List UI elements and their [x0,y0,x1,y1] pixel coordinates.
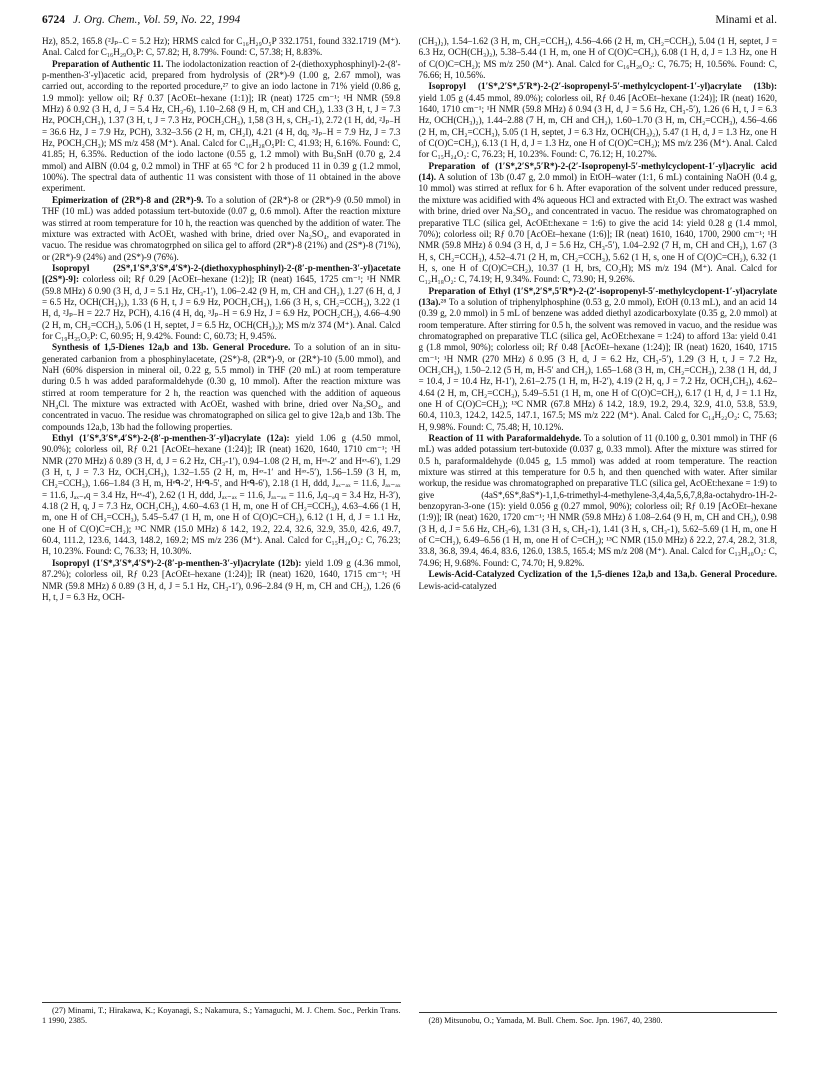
paragraph-text: To a solution of an in situ-generated carbanion from a phosphinylacetate, (2S*)-8, (2R*)-9, or (2R*)-10 (5.00 mmol), and NaH (60% dispersion in mineral oil, 0.22 g, 5.5 mmol) in THF (20 mL) at room temperature during 0.5 h was added paraformaldehyde (0.30 g, 10 mmol). After the reaction mixture was stirred at room temperature for 2 h, the reaction was quenched with the addition of aqueous NH₄Cl. The mixture was extracted with AcOEt, washed with brine, dried over Na₂SO₄, and concentrated in vacuo. The residue was chromatographed on silica gel to give 12a,b and 13b. The compounds 12a,b, 13b had the following properties. [42,342,401,432]
section-heading: Reaction of 11 with Paraformaldehyde. [428,433,582,444]
compound-heading: Isopropyl (1′S*,2′S*,5′R*)-2-(2′-isopropenyl-5′-methylcyclopent-1′-yl)acrylate (13b): [428,81,777,92]
paragraph [42,59,401,195]
paragraph-text: yield 1.06 g (4.50 mmol, 90.0%); colorless oil, Rƒ 0.21 [AcOEt–hexane (1:24)]; IR (neat) 1620, 1640, 1710 cm⁻¹; ¹H NMR (270 MHz) δ 0.89 (3 H, d, J = 6.2 Hz, CH₃-1′), 0.94–1.08 (2 H, m, Hᵃˣ-2′ and Hᵃˣ-6′), 1.29 (3 H, t, J = 7.3 Hz, OCH₂CH₃), 1.32–1.55 (2 H, m, Hᵃˣ-1′ and Hᵃˣ-5′), 1.56–1.59 (3 H, m, CH₂=CCH₃), 1.66–1.84 (3 H, m, Hᵉᑫ-2′, Hᵉᑫ-5′, and Hᵉᑫ-6′), 2.18 (1 H, ddd, Jₐₓ₋ₐₓ = 11.6, Jₐₓ₋ₐₓ = 11.6, Jₐₓ₋ₑq = 3.4 Hz, Hᵃˣ-4′), 2.62 (1 H, ddd, Jₐₓ₋ₐₓ = 11.6, Jₐₓ₋ₐₓ = 11.6, Jₑq₋ₑq = 3.4 Hz, H-3′), 4.18 (2 H, q, J = 7.3 Hz, OCH₂CH₃), 4.60–4.63 (1 H, m, one H of CH₂=CCH₃), 4.63–4.66 (1 H, m, one H of CH₂=CCH₃), 5.45–5.47 (1 H, m, one H of C(O)C=CH₂), 6.12 (1 H, d, J = 1.1 Hz, one H of C(O)C=CH₂); ¹³C NMR (15.0 MHz) δ 14.2, 19.2, 22.4, 32.6, 32.9, 35.0, 42.6, 49.7, 60.4, 111.2, 123.6, 144.3, 148.2, 169.2; MS m/z 236 (M⁺). Anal. Calcd for C₁₅H₂₄O₂: C, 76.23; H, 10.23%. Found: C, 76.33; H, 10.30%. [42,433,401,557]
running-head [42,14,777,34]
paragraph-text: A solution of 13b (0.47 g, 2.0 mmol) in EtOH–water (1:1, 6 mL) containing NaOH (0.4 g, 10 mmol) was stirred at reflux for 6 h. After evaporation of the solvent under reduced pressure, the mixture was acidified with 4% aqueous HCl and extracted with Et₂O. The extract was washed with brine, dried over Na₂SO₄, and concentrated in vacuo. The residue was chromatographed on preparative TLC (silica gel, AcOEt:hexane = 1:6) to give the acid 14: yield 0.28 g (1.4 mmol, 70%); colorless oil; Rƒ 0.70 [AcOEt–hexane (1:6)]; IR (neat) 1610, 1640, 1700, 2900 cm⁻¹; ¹H NMR (59.8 MHz) δ 0.94 (3 H, d, J = 5.6 Hz, CH₃-5′), 1.04–2.92 (7 H, m, CH and CH₂), 1.67 (3 H, s, CH₂=CCH₃), 4.52–4.71 (2 H, m, CH₂=CCH₃), 5.62 (1 H, s, one H of C(O)C=CH₂), 6.32 (1 H, s, one H of C(O)C=CH₂), 10.37 (1 H, brs, CO₂H); MS m/z 194 (M⁺). Anal. Calcd for C₁₂H₁₈O₂: C, 74.19; H, 9.34%. Found: C, 73.90; H, 9.26%. [418,172,777,285]
paragraph-text: To a solution of 11 (0.100 g, 0.301 mmol) in THF (6 mL) was added potassium tert-butoxide (0.037 g, 0.33 mmol). After the mixture was stirred for 0.5 h, paraformaldehyde (0.045 g, 1.5 mmol) was added at room temperature. The reaction mixture was stirred at this temperature for 0.5 h, and then quenched with water. After similar workup, the residue was chromatographed on preparative TLC (silica gel, AcOEt:hexane = 1:9) to give (4aS*,6S*,8aS*)-1,1,6-trimethyl-4-methylene-3,4,4a,5,6,7,8,8a-octahydro-1H-2-benzopyran-3-one (15): yield 0.056 g (0.27 mmol, 90%); colorless oil; Rƒ 0.19 [AcOEt–hexane (1:9)]; IR (neat) 1620, 1720 cm⁻¹; ¹H NMR (59.8 MHz) δ 1.08–2.64 (9 H, m, CH and CH₂), 0.98 (3 H, d, J = 5.6 Hz, CH₃-6), 1.31 (3 H, s, CH₃-1), 1.41 (3 H, s, CH₃-1), 5.62–5.69 (1 H, m, one H of C=CH₂), 6.49–6.56 (1 H, m, one H of C=CH₂); ¹³C NMR (15.0 MHz) δ 22.2, 27.4, 28.2, 31.8, 33.8, 36.8, 39.4, 46.4, 83.6, 126.0, 138.5, 165.4; MS m/z 208 (M⁺). Anal. Calcd for C₁₃H₂₀O₂: C, 74.96; H, 9.68%. Found: C, 74.70; H, 9.82%. [418,433,777,568]
paragraph-text: ²⁸ To a solution of triphenylphosphine (0.53 g, 2.0 mmol), EtOH (0.13 mL), and an acid 14 (0.39 g, 2.0 mmol) in 5 mL of benzene was added diethyl azodicarboxylate (0.35 g, 2.0 mmol) at room temperature. After stirring for 0.5 h, the solvent was removed in vacuo, and the residue was chromatographed on preparative TLC (silica gel, AcOEt:hexane = 1:24) to afford 13a: yield 0.41 g (1.8 mmol, 90%); colorless oil; Rƒ 0.48 [AcOEt–hexane (1:24)]; IR (neat) 1620, 1640, 1715 cm⁻¹; ¹H NMR (270 MHz) δ 0.95 (3 H, d, J = 6.2 Hz, CH₃-5′), 1.29 (3 H, t, J = 7.2 Hz, OCH₂CH₃), 1.50–2.12 (5 H, m, H-5′ and CH₂), 1.65–1.68 (3 H, m, CH₂=CCH₃), 2.38 (1 H, dd, J = 10.4, J = 10.4 Hz, H-1′), 2.61–2.75 (1 H, m, H-2′), 4.19 (2 H, q, J = 7.2 Hz, OCH₂CH₃), 4.62–4.64 (2 H, m, CH₂=CCH₃), 5.49–5.51 (1 H, m, one H of C(O)C=CH₂), 6.17 (1 H, d, J = 1.1 Hz, one H of C(O)C=CH₂); ¹³C NMR (67.8 MHz) δ 14.2, 18.9, 19.2, 29.4, 32.9, 41.0, 53.8, 53.9, 60.4, 110.3, 124.2, 142.5, 147.1, 167.5; MS m/z 222 (M⁺). Anal. Calcd for C₁₄H₂₂O₂: C, 75.63; H, 9.98%. Found: C, 75.48; H, 10.12%. [418,296,777,432]
paragraph: (CH₃)₂), 1.54–1.62 (3 H, m, CH₂=CCH₃), 4.56–4.66 (2 H, m, CH₂=CCH₃), 5.04 (1 H, septet, J = 6.3 Hz, OCH(CH₃)₂), 5.38–5.44 (1 H, m, one H of C(O)C=CH₂), 6.08 (1 H, d, J = 1.3 Hz, one H of C(O)C=CH₂); MS m/z 250 (M⁺). Anal. Calcd for C₁₆H₂₆O₂: C, 76.75; H, 10.56%. Found: C, 76.66; H, 10.56%. [418,36,777,81]
section-heading: Preparation of Ethyl (1′S*,2′S*,5′R*)-2-(2′-isopropenyl-5′-methylcyclopent-1′-yl)acrylate (13a). [418,285,777,307]
section-heading: Synthesis of 1,5-Dienes 12a,b and 13b. General Procedure. [52,342,291,353]
paragraph [419,433,778,569]
left-column [42,36,401,1026]
paragraph-text: Lewis-acid-catalyzed [418,580,497,591]
paragraph [419,81,778,160]
paragraph [42,342,401,433]
footnote: (27) Minami, T.; Hirakawa, K.; Koyanagi, S.; Nakamura, S.; Yamaguchi, M. J. Chem. Soc., Perkin Trans. 1 1990, 2385. [42,1006,401,1025]
footnote-rule [42,1002,401,1003]
paragraph [42,263,401,342]
footnotes [42,1002,401,1026]
paragraph-text: The iodolactonization reaction of 2-(diethoxyphosphinyl)-2-(8′-p-menthen-3′-yl)acetic acid, prepared from hydrolysis of (2R*)-9 (1.00 g, 2.67 mmol), was carried out, according to the reported procedure,²⁷ to give an iodo lactone in 71% yield (0.86 g, 1.9 mmol): yellow oil; Rƒ 0.37 [AcOEt–hexane (1:1)]; IR (neat) 1725 cm⁻¹; ¹H NMR (59.8 MHz) δ 0.92 (3 H, d, J = 5.4 Hz, CH₃-6), 1.10–2.68 (9 H, m, CH and CH₂), 1.33 (3 H, t, J = 7.3 Hz, POCH₂CH₃), 1.37 (3 H, t, J = 7.3 Hz, POCH₂CH₃), 1,58 (3 H, s, CH₃-1), 2.72 (1 H, dd, ²Jₚ₋H = 36.6 Hz, J = 7.9 Hz, PCH), 3.32–3.56 (2 H, m, CH₂I), 4.21 (4 H, dq, ³Jₚ₋H = 7.9 Hz, J = 7.3 Hz, POCH₂CH₃); MS m/z 458 (M⁺). Anal. Calcd for C₁₆H₂₈O₅PI: C, 41.93; H, 6.16%. Found: C, 41.85; H, 6.35%. Reduction of the iodo lactone (0.55 g, 1.2 mmol) with Bu₃SnH (0.70 g, 2.4 mmol) and AIBN (0.04 g, 0.2 mmol) in THF at 65 °C for 2 h produced 11 in 0.39 g (1.2 mmol, 100%). The spectral data of authentic 11 was consistent with those of 11 obtained in the above experiment. [42,58,401,194]
page-number: 6724 [42,14,65,26]
paragraph [419,161,778,286]
paragraph [42,558,401,603]
two-column-body [42,36,777,1026]
paragraph: Hz), 85.2, 165.8 (²Jₚ₋C = 5.2 Hz); HRMS calcd for C₁₆H₂₉O₅P 332.1751, found 332.1719 (M⁺). Anal. Calcd for C₁₆H₂₉O₅P: C, 57.82; H, 8.79%. Found: C, 57.38; H, 8.83%. [42,36,401,58]
paragraph [419,286,778,433]
paragraph-text: To a solution of (2R*)-8 or (2R*)-9 (0.50 mmol) in THF (10 mL) was added potassium tert-butoxide (0.07 g, 0.6 mmol). After the reaction mixture was stirred at room temperature for 10 h, the reaction was quenched by the addition of water. The mixture was extracted with AcOEt, washed with brine, dried over Na₂SO₄, and evaporated in vacuo. The residue was chromatogrphed on silica gel to afford (2R*)-8 (21%) and (2S*)-8 (71%), or (2R*)-9 (24%) and (2S*)-9 (76%). [42,194,401,262]
paragraph [419,569,778,592]
journal-citation: J. Org. Chem., Vol. 59, No. 22, 1994 [73,14,241,26]
footnote: (28) Mitsunobu, O.; Yamada, M. Bull. Chem. Soc. Jpn. 1967, 40, 2380. [428,1016,663,1025]
footnotes [419,1012,778,1026]
section-heading: Lewis-Acid-Catalyzed Cyclization of the 1,5-dienes 12a,b and 13a,b. General Procedure. [428,569,777,580]
section-heading: Preparation of (1′S*,2′S*,5′R*)-2-(2′-Isopropenyl-5′-methylcyclopent-1′-yl)acrylic acid (14). [418,160,777,183]
compound-heading: Isopropyl (1′S*,3′S*,4′S*)-2-(8′-p-menthen-3′-yl)acrylate (12b): [52,557,302,568]
compound-heading: Ethyl (1′S*,3′S*,4′S*)-2-(8′-p-menthen-3′-yl)acrylate (12a): [52,433,290,444]
section-heading: Preparation of Authentic 11. [52,58,164,69]
right-column [419,36,778,1026]
paragraph-text: yield 1.09 g (4.36 mmol, 87.2%); colorless oil, Rƒ 0.23 [AcOEt–hexane (1:24)]; IR (neat) 1620, 1640, 1715 cm⁻¹; ¹H NMR (59.8 MHz) δ 0.89 (3 H, d, J = 5.1 Hz, CH₃-1′), 0.96–2.84 (9 H, m, CH and CH₂), 1.26 (6 H, t, J = 6.3 Hz, OCH- [42,557,401,602]
author-line: Minami et al. [715,14,777,26]
compound-heading: Isopropyl (2S*,1′S*,3′S*,4′S*)-2-(diethoxyphosphinyl)-2-(8′-p-menthen-3′-yl)acetate [(2S*)-9]: [42,262,401,285]
paragraph-text: yield 1.05 g (4.45 mmol, 89.0%); colorless oil, Rƒ 0.46 [AcOEt–hexane (1:24)]; IR (neat) 1620, 1640, 1710 cm⁻¹; ¹H NMR (59.8 MHz) δ 0.94 (3 H, d, J = 5.6 Hz, CH₃-5′), 1.26 (6 H, t, J = 6.3 Hz, OCH(CH₃)₂), 1.44–2.88 (7 H, m, CH and CH₂), 1.60–1.70 (3 H, m, CH₂=CCH₃), 4.56–4.66 (2 H, m, CH₂=CCH₃), 5.05 (1 H, septet, J = 6.3 Hz, OCH(CH₃)₂), 5.47 (1 H, d, J = 1.3 Hz, one H of C(O)C=CH₂), 6.13 (1 H, d, J = 1.3 Hz, one H of C(O)C=CH₂); MS m/z 236 (M⁺). Anal. Calcd for C₁₅H₂₄O₂: C, 76.23; H, 10.23%. Found: C, 76.12; H, 10.27%. [418,92,777,160]
section-heading: Epimerization of (2R*)-8 and (2R*)-9. [52,194,204,205]
paragraph [42,433,401,558]
footnote-rule [419,1012,778,1013]
paragraph-text: colorless oil; Rƒ 0.29 [AcOEt–hexane (1:2)]; IR (neat) 1645, 1725 cm⁻¹; ¹H NMR (59.8 MHz) δ 0.90 (3 H, d, J = 5.1 Hz, CH₃-1′), 1.06–2.42 (9 H, m, CH and CH₂), 1.27 (6 H, d, J = 6.5 Hz, OCH(CH₃)₂), 1.33 (6 H, t, J = 6.9 Hz, POCH₂CH₃), 1.66 (3 H, s, CH₂=CCH₃), 3.22 (1 H, d, ²Jₚ₋H = 22.7 Hz, PCH), 4.16 (4 H, dq, ³Jₚ₋H = 6.9 Hz, J = 6.9 Hz, POCH₂CH₃), 4.66–4.90 (2 H, m, CH₂=CCH₃), 5.06 (1 H, septet, J = 6.5 Hz, OCH(CH₃)₂); MS m/z 374 (M⁺). Anal. Calcd for C₁₉H₃₅O₅P: C, 60.95; H, 9.42%. Found: C, 60.73; H, 9.45%. [42,274,401,341]
paragraph [42,195,401,263]
